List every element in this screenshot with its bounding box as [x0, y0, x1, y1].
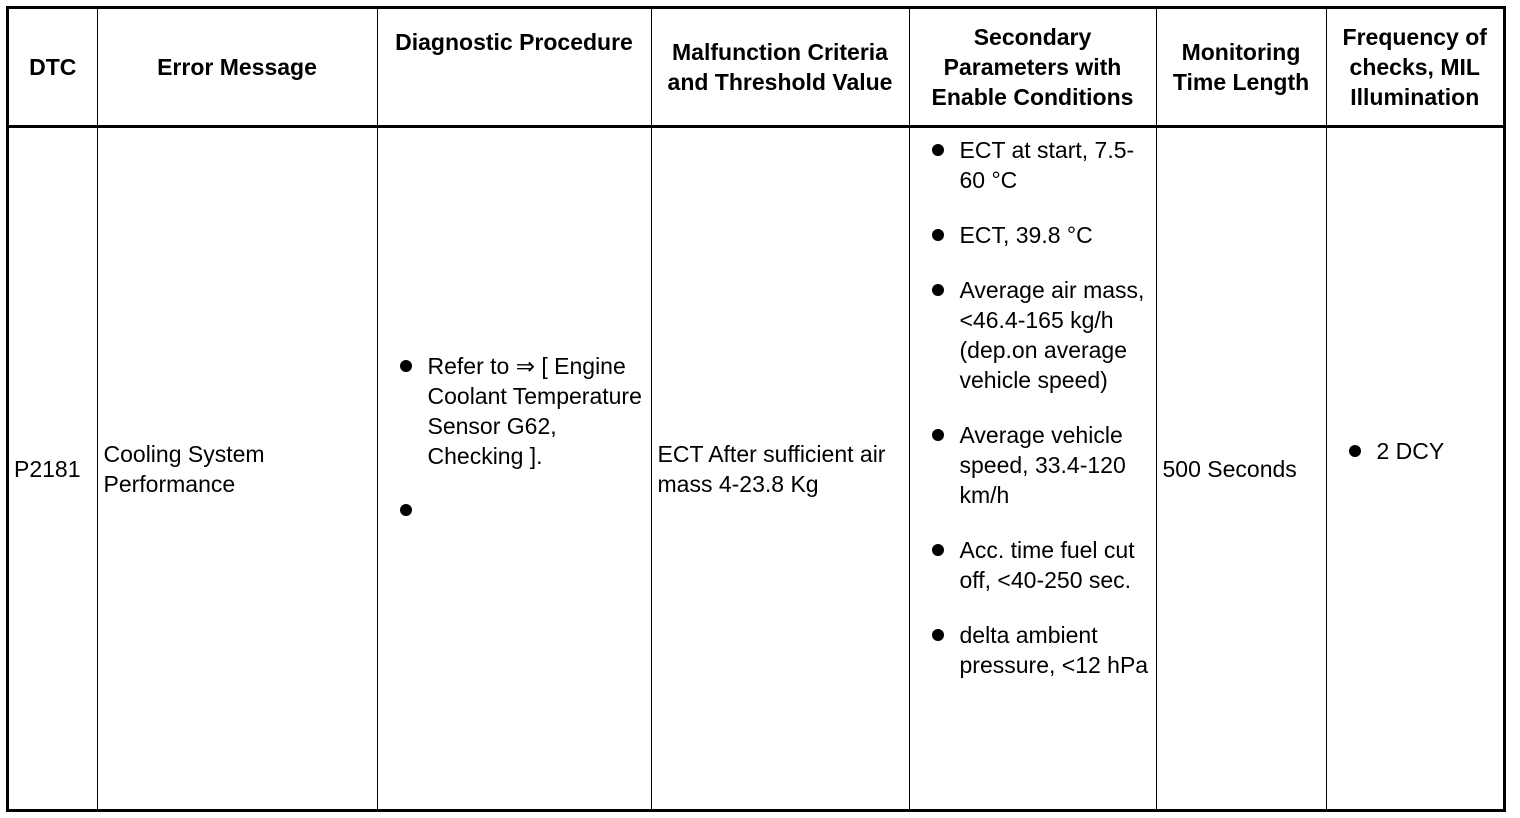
header-dtc: DTC	[9, 9, 97, 127]
list-item: Refer to ⇒ [ Engine Coolant Temperature Sensor G62, Checking ].	[378, 351, 651, 471]
list-item	[378, 495, 651, 525]
table-row	[9, 127, 1503, 810]
cell-monitoring-time: 500 Seconds	[1156, 127, 1326, 810]
header-row	[9, 9, 1503, 127]
header-frequency: Frequency of checks, MIL Illumination	[1326, 9, 1503, 127]
cell-diagnostic-procedure	[377, 127, 651, 810]
list-item: ECT at start, 7.5-60 °C	[910, 135, 1156, 195]
cell-secondary-parameters	[909, 127, 1156, 810]
header-diagnostic-procedure: Diagnostic Procedure	[377, 9, 651, 127]
header-error-message: Error Message	[97, 9, 377, 127]
list-item: 2 DCY	[1327, 436, 1504, 466]
diagnostic-procedure-list	[378, 351, 651, 525]
cell-dtc: P2181	[9, 127, 97, 810]
header-secondary-parameters: Secondary Parameters with Enable Conditions	[909, 9, 1156, 127]
cell-malfunction-criteria: ECT After sufficient air mass 4-23.8 Kg	[651, 127, 909, 810]
secondary-parameters-list	[910, 135, 1156, 680]
list-item: ECT, 39.8 °C	[910, 220, 1156, 250]
dtc-table	[9, 9, 1503, 809]
cell-error-message: Cooling System Performance	[97, 127, 377, 810]
frequency-list	[1327, 436, 1504, 466]
header-malfunction-criteria: Malfunction Criteria and Threshold Value	[651, 9, 909, 127]
list-item: Acc. time fuel cut off, <40-250 sec.	[910, 535, 1156, 595]
header-monitoring-time: Monitoring Time Length	[1156, 9, 1326, 127]
list-item: delta ambient pressure, <12 hPa	[910, 620, 1156, 680]
list-item: Average air mass, <46.4-165 kg/h (dep.on average vehicle speed)	[910, 275, 1156, 395]
list-item: Average vehicle speed, 33.4-120 km/h	[910, 420, 1156, 510]
cell-frequency	[1326, 127, 1503, 810]
dtc-table-container	[6, 6, 1506, 812]
